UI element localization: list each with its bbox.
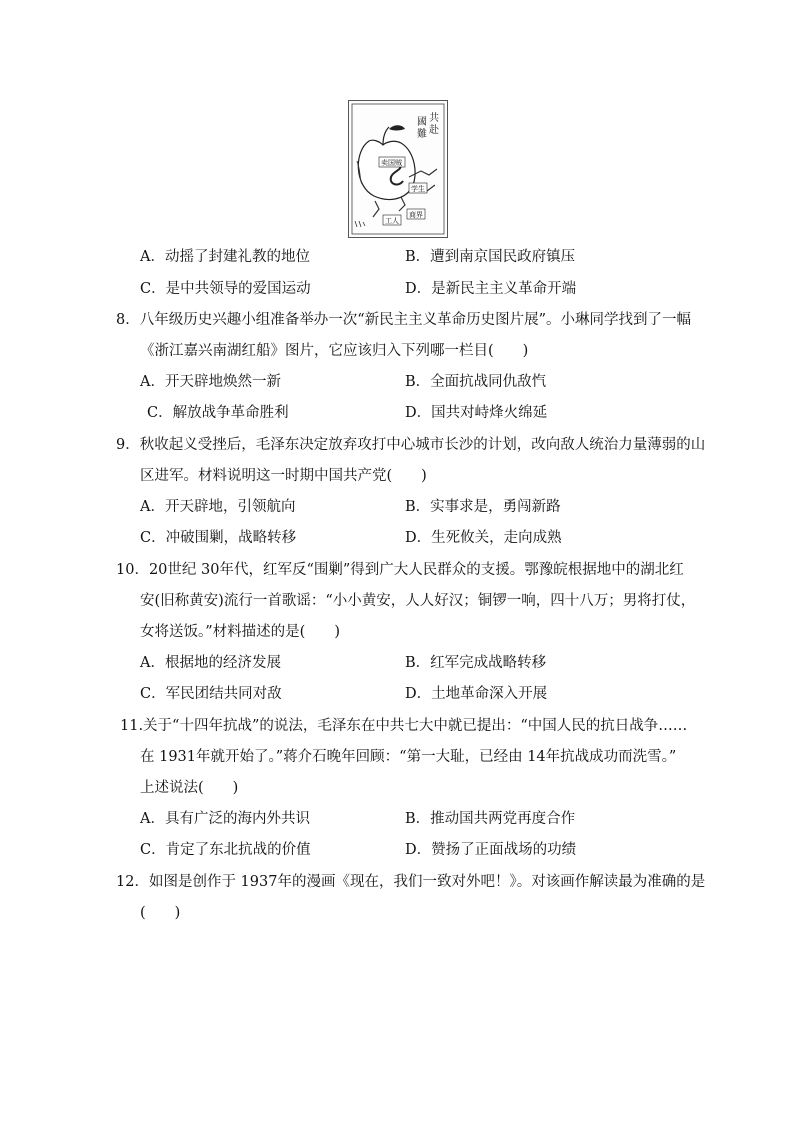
- q8-option-b: B．全面抗战同仇敌忾: [405, 374, 547, 390]
- fig-label-traitor: 卖国贼: [381, 159, 402, 167]
- q9-option-a: A．开天辟地，引领航向: [140, 499, 296, 515]
- q9-option-b: B．实事求是，勇闯新路: [405, 499, 561, 515]
- q10-option-a: A．根据地的经济发展: [140, 655, 281, 671]
- q9-stem-line-1: 9．秋收起义受挫后，毛泽东决定放弃攻打中心城市长沙的计划，改向敌人统治力量薄弱的山: [116, 437, 706, 453]
- q10-option-d: D．土地革命深入开展: [405, 686, 548, 702]
- q10-stem-line-1: 10．20世纪 30年代，红军反“围剿”得到广大人民群众的支援。鄂豫皖根据地中的湖北红: [116, 562, 684, 578]
- q11-stem-line-3: 上述说法( ): [140, 780, 239, 796]
- q7-option-b: B．遭到南京国民政府镇压: [405, 249, 576, 265]
- cartoon-figure: [348, 100, 448, 238]
- fig-title-char-2: 赴: [429, 125, 439, 136]
- q11-stem-line-1: 11.关于“十四年抗战”的说法，毛泽东在中共七大中就已提出：“中国人民的抗日战争……: [120, 718, 688, 734]
- q11-option-a: A．具有广泛的海内外共识: [140, 811, 310, 827]
- q11-option-c: C．肯定了东北抗战的价值: [140, 842, 311, 858]
- q12-stem-line-2: ( ): [140, 905, 181, 921]
- fig-label-worker: 工人: [385, 217, 399, 225]
- q7-option-d: D．是新民主主义革命开端: [405, 281, 577, 297]
- q8-stem-line-2: 《浙江嘉兴南湖红船》图片，它应该归入下列哪一栏目( ): [140, 343, 529, 359]
- q7-option-a: A．动摇了封建礼教的地位: [140, 249, 310, 265]
- q8-option-d: D．国共对峙烽火绵延: [405, 405, 548, 421]
- q10-stem-line-2: 安(旧称黄安)流行一首歌谣：“小小黄安，人人好汉；铜锣一响，四十八万；男将打仗，: [140, 593, 696, 609]
- q8-option-c: C．解放战争革命胜利: [147, 405, 289, 421]
- q10-option-c: C．军民团结共同对敌: [140, 686, 282, 702]
- q11-option-d: D．赞扬了正面战场的功绩: [405, 842, 577, 858]
- fig-title-char-1: 共: [429, 113, 439, 124]
- q8-option-a: A．开天辟地焕然一新: [140, 374, 281, 390]
- fig-title-char-4: 難: [417, 129, 427, 140]
- cartoon-illustration: [349, 101, 447, 237]
- q11-option-b: B．推动国共两党再度合作: [405, 811, 576, 827]
- q10-stem-line-3: 女将送饭。”材料描述的是( ): [140, 624, 340, 640]
- q9-option-c: C．冲破围剿，战略转移: [140, 530, 297, 546]
- fig-label-business: 商界: [409, 211, 423, 219]
- q11-stem-line-2: 在 1931年就开始了。”蒋介石晚年回顾：“第一大耻，已经由 14年抗战成功而洗雪。”: [140, 749, 677, 765]
- q12-stem-line-1: 12．如图是创作于 1937年的漫画《现在，我们一致对外吧！》。对该画作解读最为准确的是: [116, 874, 706, 890]
- q8-stem-line-1: 8．八年级历史兴趣小组准备举办一次“新民主主义革命历史图片展”。小琳同学找到了一幅: [116, 312, 692, 328]
- fig-label-student: 学生: [411, 185, 425, 193]
- fig-title-char-3: 國: [417, 117, 427, 128]
- q7-option-c: C．是中共领导的爱国运动: [140, 281, 311, 297]
- q9-stem-line-2: 区进军。材料说明这一时期中国共产党( ): [140, 468, 427, 484]
- q10-option-b: B．红军完成战略转移: [405, 655, 547, 671]
- q9-option-d: D．生死攸关，走向成熟: [405, 530, 562, 546]
